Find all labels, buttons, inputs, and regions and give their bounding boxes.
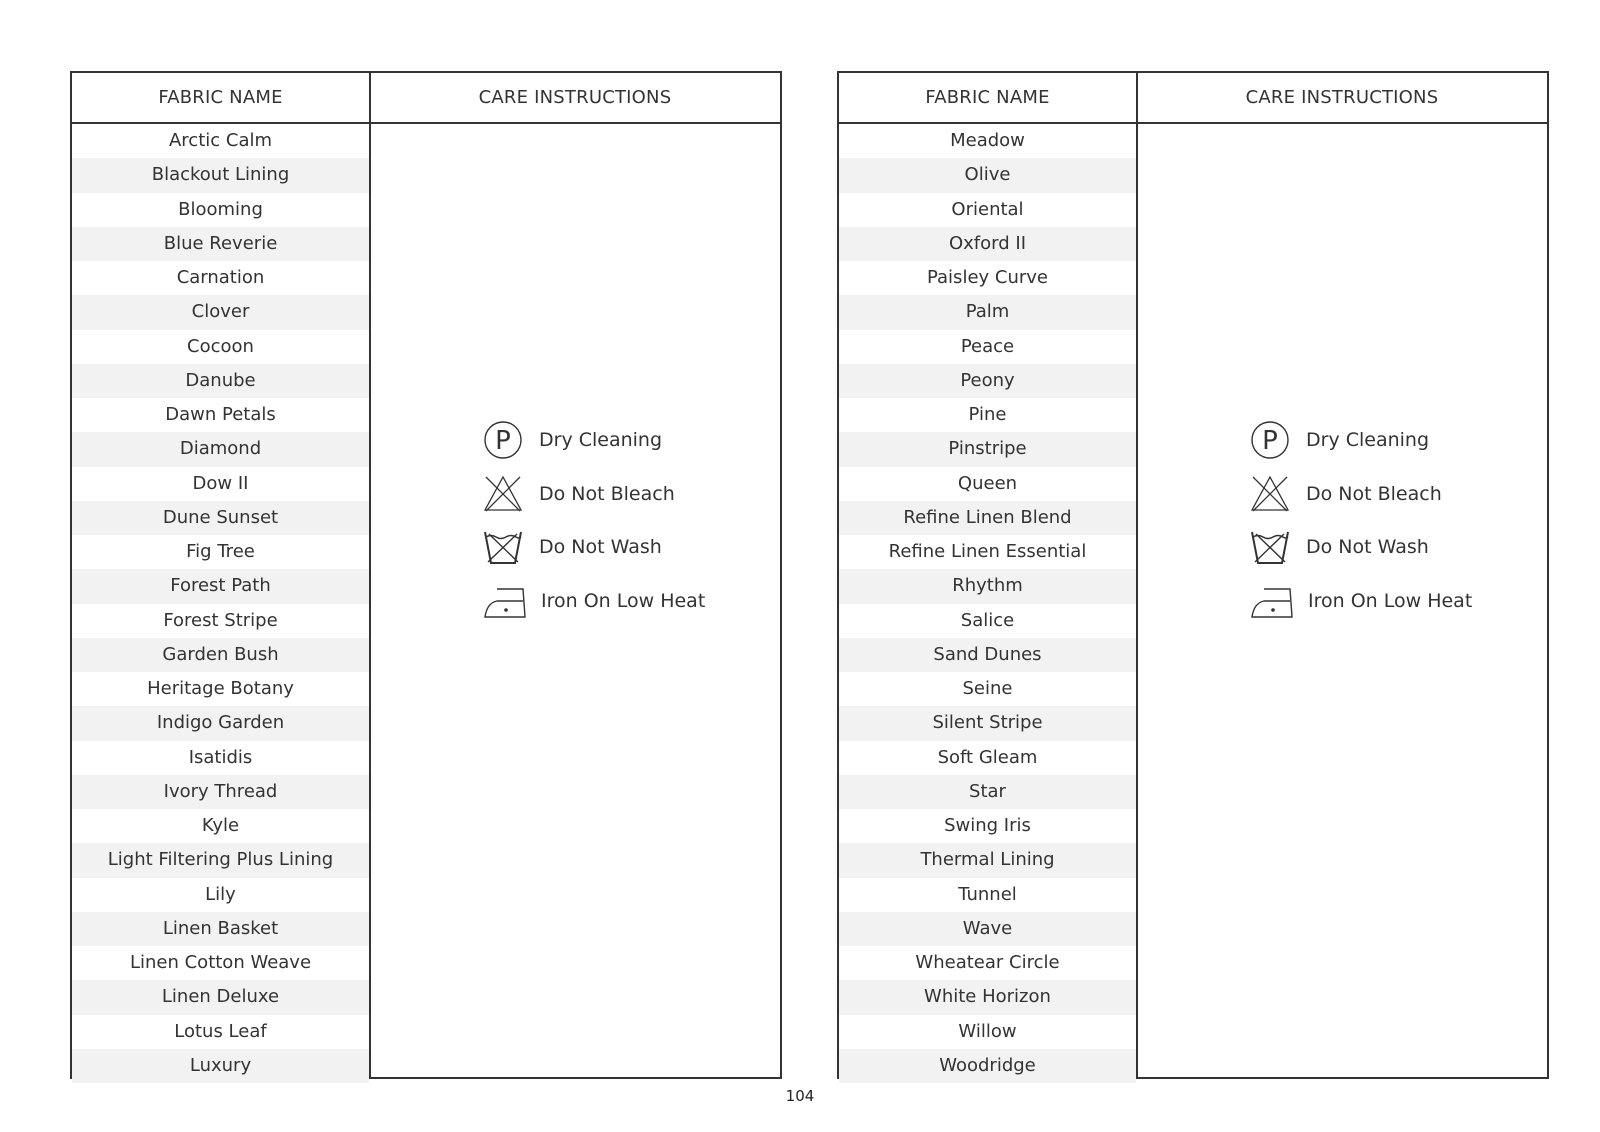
do-not-bleach-icon [1250,474,1290,514]
fabric-row: Soft Gleam [937,746,1038,768]
care-instructions-cell [1138,124,1547,1077]
fabric-row: Kyle [201,815,240,836]
fabric-row: Paisley Curve [926,267,1048,288]
fabric-row: Silent Stripe [839,706,1136,740]
fabric-row: Linen Cotton Weave [129,952,312,973]
care-label: Do Not Bleach [1306,482,1442,505]
iron-low-heat-icon [1250,581,1294,621]
iron-low-heat-icon [483,581,527,621]
fabric-care-table-right [837,71,1549,1079]
do-not-wash-icon [483,527,523,567]
fabric-row: Diamond [72,432,369,466]
fabric-row: Swing Iris [944,815,1031,836]
fabric-row: Peony [839,364,1136,398]
fabric-row: Light Filtering Plus Lining [72,843,369,877]
fabric-row: Woodridge [839,1049,1136,1083]
svg-text:P: P [495,426,511,456]
care-instructions-cell [371,124,780,1077]
fabric-row: Olive [839,158,1136,192]
fabric-row: Forest Stripe [163,609,278,631]
fabric-row: Garden Bush [72,638,369,672]
fabric-row: Wheatear Circle [915,952,1060,973]
fabric-row: Clover [72,295,369,329]
fabric-row: Palm [839,295,1136,329]
fabric-row: Blooming [178,198,263,220]
fabric-row: Lotus Leaf [174,1020,267,1042]
fabric-row: Indigo Garden [72,706,369,740]
care-instructions-header: CARE INSTRUCTIONS [1245,87,1439,108]
care-label: Do Not Wash [539,536,662,558]
care-label: Dry Cleaning [1306,429,1430,451]
fabric-row: Blackout Lining [72,158,369,192]
care-instructions-header: CARE INSTRUCTIONS [478,87,672,108]
care-label: Iron On Low Heat [541,589,706,612]
fabric-row: Heritage Botany [147,678,294,699]
fabric-row: Seine [962,678,1013,699]
fabric-row: Star [839,775,1136,809]
fabric-row: Refine Linen Blend [839,501,1136,535]
fabric-row: Ivory Thread [72,775,369,809]
fabric-row: Blue Reverie [72,227,369,261]
svg-text:P: P [1262,426,1278,456]
fabric-row: Meadow [950,130,1025,151]
fabric-name-column [839,124,1136,1083]
fabric-care-table-left [70,71,782,1079]
fabric-row: Pinstripe [839,432,1136,466]
do-not-bleach-icon [483,474,523,514]
fabric-row: Danube [72,364,369,398]
dry-clean-p-icon [483,420,523,460]
care-label: Do Not Bleach [539,482,675,505]
fabric-row: Dune Sunset [72,501,369,535]
fabric-row: Rhythm [839,569,1136,603]
fabric-row: Dawn Petals [165,404,276,425]
do-not-wash-icon [1250,527,1290,567]
fabric-row: Linen Basket [72,912,369,946]
fabric-row: Willow [958,1020,1017,1042]
fabric-name-column [72,124,369,1083]
fabric-row: Arctic Calm [168,130,273,151]
table-header [839,73,1547,124]
fabric-row: Luxury [72,1049,369,1083]
fabric-row: Lily [205,883,236,905]
fabric-row: Wave [839,912,1136,946]
fabric-row: Salice [960,609,1015,631]
fabric-row: Thermal Lining [839,843,1136,877]
care-label: Dry Cleaning [539,429,663,451]
fabric-row: Oriental [951,198,1024,220]
fabric-row: Peace [960,335,1015,357]
fabric-row: Linen Deluxe [72,980,369,1014]
fabric-row: Fig Tree [186,541,255,562]
fabric-row: White Horizon [839,980,1136,1014]
fabric-row: Sand Dunes [839,638,1136,672]
care-label: Iron On Low Heat [1308,589,1473,612]
fabric-row: Isatidis [188,746,253,768]
fabric-name-header: FABRIC NAME [925,87,1050,108]
fabric-row: Refine Linen Essential [888,541,1087,562]
fabric-name-header: FABRIC NAME [158,87,283,108]
dry-clean-p-icon [1250,420,1290,460]
fabric-row: Pine [968,404,1007,425]
fabric-row: Forest Path [72,569,369,603]
fabric-row: Oxford II [839,227,1136,261]
fabric-row: Queen [957,472,1018,494]
table-header [72,73,780,124]
care-label: Do Not Wash [1306,536,1429,558]
fabric-row: Cocoon [187,335,254,357]
fabric-row: Carnation [176,267,265,288]
fabric-row: Tunnel [958,883,1017,905]
fabric-row: Dow II [192,472,249,494]
page-number: 104 [785,1087,815,1105]
